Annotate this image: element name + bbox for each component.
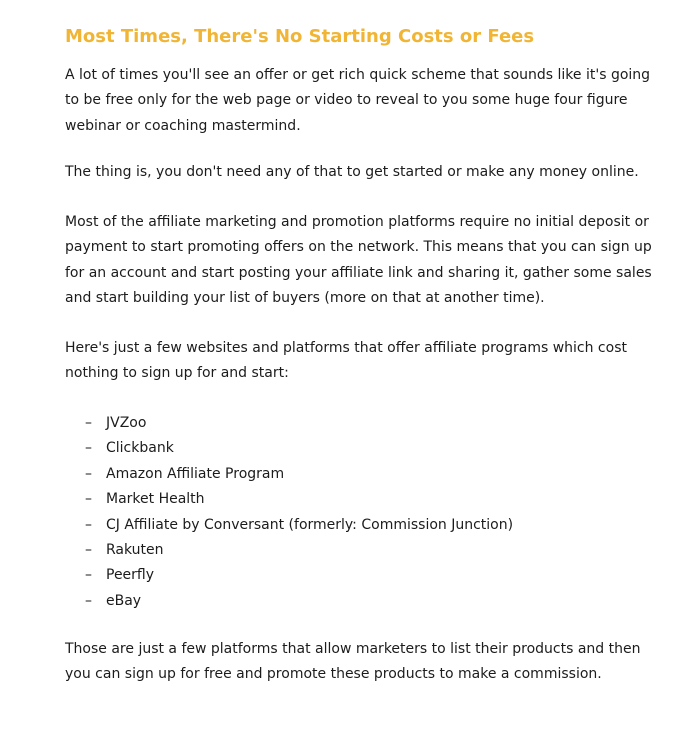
list-dash: – bbox=[85, 465, 92, 482]
list-item bbox=[65, 411, 513, 436]
paragraph-conclusion: Those are just a few platforms that allow marketers to list their products and then you can sign up for free and promote these products to make a commission. bbox=[65, 641, 641, 683]
list-item-label: CJ Affiliate by Conversant (formerly: Commission Junction) bbox=[106, 516, 514, 533]
list-item bbox=[65, 513, 513, 538]
platform-list bbox=[65, 411, 513, 614]
list-item bbox=[65, 589, 513, 614]
list-item bbox=[65, 462, 513, 487]
list-item bbox=[65, 436, 513, 461]
list-dash: – bbox=[85, 567, 92, 584]
list-item-label: Clickbank bbox=[106, 440, 174, 457]
list-item bbox=[65, 487, 513, 512]
list-dash: – bbox=[85, 415, 92, 431]
list-item-label: Rakuten bbox=[106, 542, 164, 559]
list-item-label: eBay bbox=[106, 592, 142, 609]
paragraph-no-need: The thing is, you don't need any of that to get started or make any money online. bbox=[65, 164, 639, 180]
list-item-label: Amazon Affiliate Program bbox=[106, 465, 285, 482]
paragraph-list-intro: Here's just a few websites and platforms that offer affiliate programs which cost nothing to sign up for and start: bbox=[65, 340, 627, 382]
list-item bbox=[65, 563, 513, 588]
section-heading: Most Times, There's No Starting Costs or Fees bbox=[65, 26, 535, 47]
paragraph-intro: A lot of times you'll see an offer or get rich quick scheme that sounds like it's going to be free only for the web page or video to reveal to you some huge four figure webinar or coaching mastermind. bbox=[65, 67, 651, 134]
list-dash: – bbox=[85, 440, 92, 457]
list-item bbox=[65, 538, 513, 563]
list-item-label: Market Health bbox=[106, 491, 205, 508]
list-item-label: JVZoo bbox=[106, 415, 147, 431]
paragraph-platforms-info: Most of the affiliate marketing and promotion platforms require no initial deposit or payment to start promoting offers on the network. This means that you can sign up for an account and start posting your affiliate link and sharing it, gather some sales and start building your list of buyers (more on that at another time). bbox=[65, 214, 652, 307]
list-dash: – bbox=[85, 542, 92, 559]
list-item-label: Peerfly bbox=[106, 567, 155, 584]
list-dash: – bbox=[85, 592, 92, 609]
list-dash: – bbox=[85, 491, 92, 508]
list-dash: – bbox=[85, 516, 92, 533]
